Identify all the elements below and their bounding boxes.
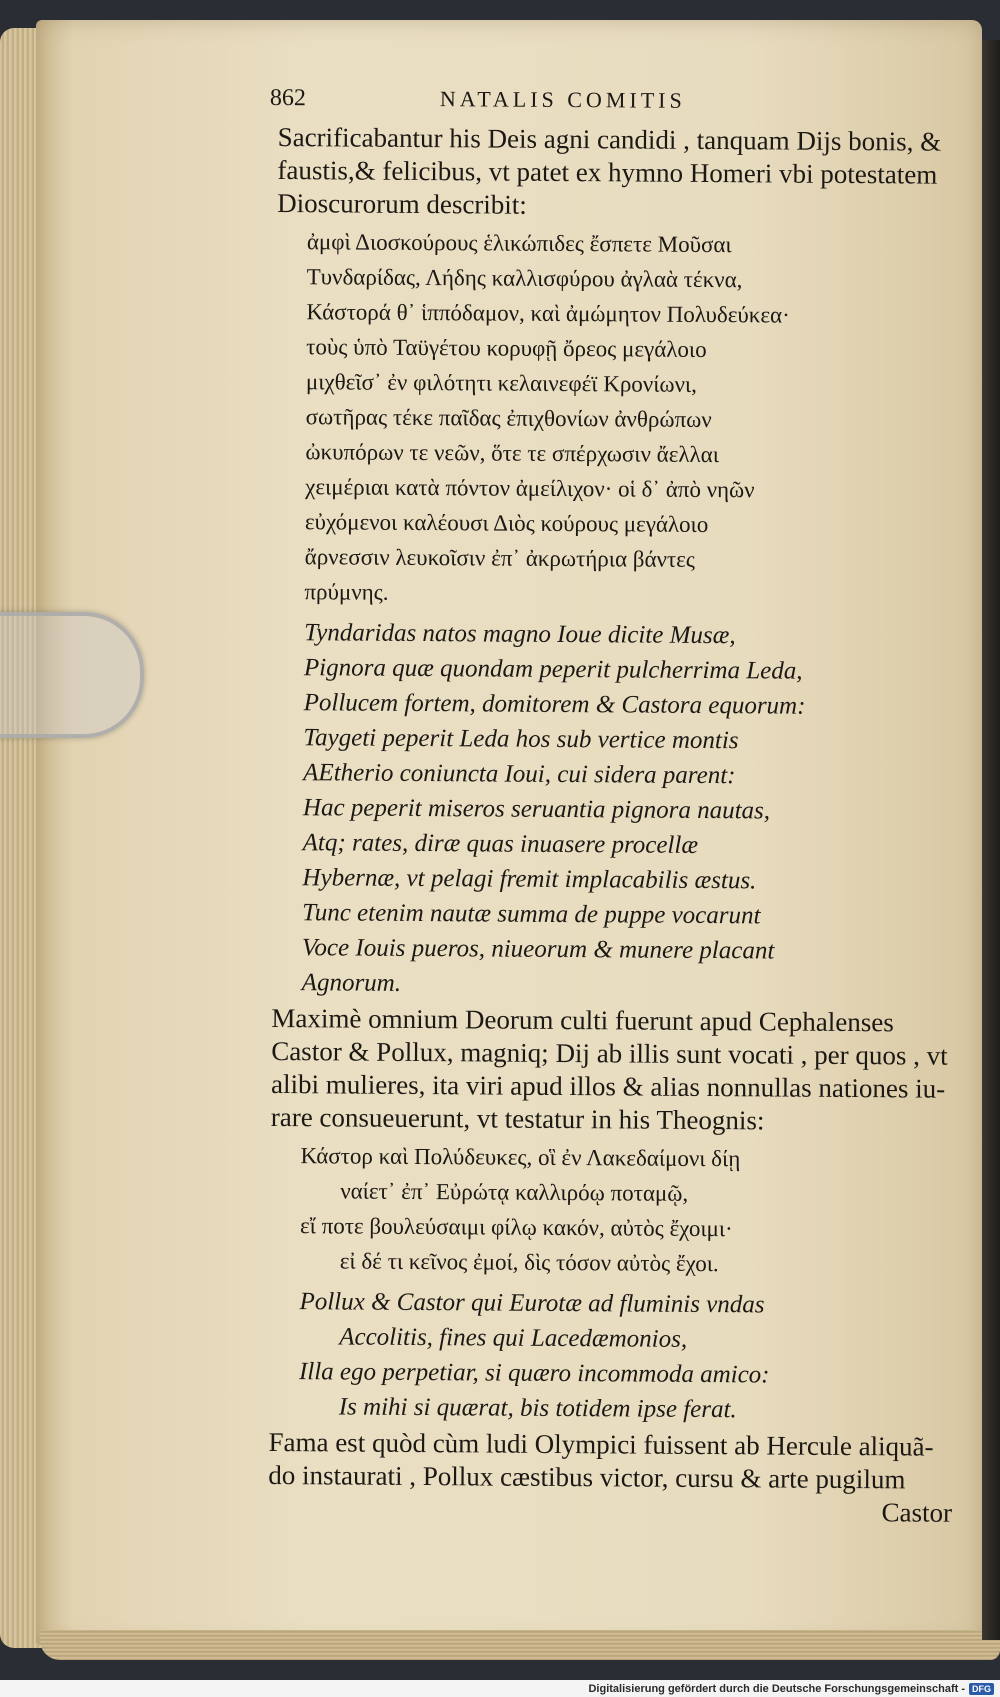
text-line: alibi mulieres, ita viri apud illos & alias nonnullas nationes iu- bbox=[270, 1068, 946, 1104]
text-line: faustis,& felicibus, vt patet ex hymno Homeri vbi potestatem bbox=[277, 154, 938, 190]
verse-line: Tyndaridas natos magno Ioue dicite Musæ, bbox=[304, 619, 736, 650]
verse-line: Κάστορ καὶ Πολύδευκες, οἳ ἐν Λακεδαίμονι δίῃ bbox=[300, 1143, 741, 1172]
text-line: rare consueuerunt, vt testatur in his Theognis: bbox=[270, 1101, 765, 1136]
verse-line: Agnorum. bbox=[301, 969, 402, 997]
text-line: Maximè omnium Deorum culti fuerunt apud Cephalenses bbox=[271, 1002, 894, 1038]
verse-line: Is mihi si quærat, bis totidem ipse ferat. bbox=[338, 1393, 737, 1424]
verse-line: εἰ δέ τι κεῖνος ἐμοί, δὶς τόσον αὐτὸς ἔχοι. bbox=[339, 1248, 719, 1277]
page-edges-bottom bbox=[40, 1630, 1000, 1660]
running-title: NATALIS COMITIS bbox=[439, 86, 686, 113]
page-clip bbox=[0, 612, 144, 738]
verse-line: ἄρνεσσιν λευκοῖσιν ἐπ᾽ ἀκρωτήρια βάντες bbox=[304, 544, 696, 572]
catchword: Castor bbox=[881, 1497, 953, 1528]
verse-line: πρύμνης. bbox=[304, 579, 389, 605]
text-line: do instaurati , Pollux cæstibus victor, cursu & arte pugilum bbox=[268, 1459, 906, 1495]
verse-line: Atq; rates, diræ quas inuasere procellæ bbox=[302, 829, 699, 859]
latin-hymn bbox=[302, 615, 955, 1005]
verse-line: Hac peperit miseros seruantia pignora nautas, bbox=[302, 794, 771, 825]
verse-line: Pollucem fortem, domitorem & Castora equorum: bbox=[303, 689, 806, 720]
paragraph-intro bbox=[277, 121, 958, 225]
latin-theognis bbox=[299, 1284, 950, 1429]
greek-hymn bbox=[304, 224, 957, 614]
verse-line: εὐχόμενοι καλέουσι Διὸς κούρους μεγάλοιο bbox=[304, 509, 709, 538]
greek-theognis bbox=[300, 1138, 951, 1283]
verse-line: Τυνδαρίδας, Λήδης καλλισφύρου ἀγλαὰ τέκνα, bbox=[306, 264, 743, 293]
verse-line: Pollux & Castor qui Eurotæ ad fluminis vndas bbox=[299, 1288, 765, 1319]
paragraph-fama bbox=[268, 1426, 948, 1497]
text-line: Dioscurorum describit: bbox=[277, 187, 527, 220]
verse-line: Illa ego perpetiar, si quæro incommoda amico: bbox=[298, 1358, 770, 1389]
verse-line: ἀμφὶ Διοσκούρους ἑλικώπιδες ἔσπετε Μοῦσαι bbox=[306, 229, 732, 258]
verse-line: εἴ ποτε βουλεύσαιμι φίλῳ κακόν, αὐτὸς ἔχοιμι· bbox=[299, 1213, 733, 1242]
verse-line: Pignora quæ quondam peperit pulcherrima Leda, bbox=[303, 654, 803, 685]
verse-line: Accolitis, fines qui Lacedæmonios, bbox=[339, 1323, 688, 1353]
page-number: 862 bbox=[269, 84, 306, 112]
text-line: Fama est quòd cùm ludi Olympici fuissent ab Hercule aliquã- bbox=[268, 1426, 934, 1462]
verse-line: Taygeti peperit Leda hos sub vertice montis bbox=[303, 724, 739, 755]
footer-credit: Digitalisierung gefördert durch die Deutsche Forschungsgemeinschaft - bbox=[588, 1682, 965, 1695]
text-line: Castor & Pollux, magniq; Dij ab illis sunt vocati , per quos , vt bbox=[271, 1035, 948, 1071]
verse-line: Hybernæ, vt pelagi fremit implacabilis æstus. bbox=[302, 864, 757, 895]
paragraph-maxime bbox=[271, 1002, 952, 1139]
verse-line: ὠκυπόρων τε νεῶν, ὅτε τε σπέρχωσιν ἄελλαι bbox=[305, 439, 720, 468]
text-line: Sacrificabantur his Deis agni candidi , tanquam Dijs bonis, & bbox=[277, 121, 942, 157]
page-header bbox=[269, 84, 958, 126]
verse-line: ναίετ᾽ ἐπ᾽ Εὐρώτᾳ καλλιρόῳ ποταμῷ, bbox=[340, 1178, 689, 1206]
verse-line: Κάστορά θ᾽ ἱππόδαμον, καὶ ἀμώμητον Πολυδεύκεα· bbox=[306, 299, 790, 328]
verse-line: μιχθεῖσ᾽ ἐν φιλότητι κελαινεφέϊ Κρονίωνι, bbox=[305, 369, 698, 397]
binding-shadow bbox=[982, 40, 1000, 1640]
verse-line: τοὺς ὑπὸ Ταϋγέτου κορυφῇ ὄρεος μεγάλοιο bbox=[306, 334, 707, 362]
dfg-logo[interactable]: DFG bbox=[969, 1683, 994, 1695]
verse-line: Voce Iouis pueros, niueorum & munere placant bbox=[301, 934, 775, 965]
digitization-footer bbox=[0, 1680, 1000, 1697]
verse-line: σωτῆρας τέκε παῖδας ἐπιχθονίων ἀνθρώπων bbox=[305, 404, 712, 433]
verse-line: Tunc etenim nautæ summa de puppe vocarunt bbox=[302, 899, 761, 930]
verse-line: AEtherio coniuncta Ioui, cui sidera parent: bbox=[303, 759, 736, 790]
verse-line: χειμέριαι κατὰ πόντον ἀμείλιχον· οἱ δ᾽ ἀπὸ νηῶν bbox=[305, 474, 755, 503]
page-text bbox=[268, 85, 958, 1530]
